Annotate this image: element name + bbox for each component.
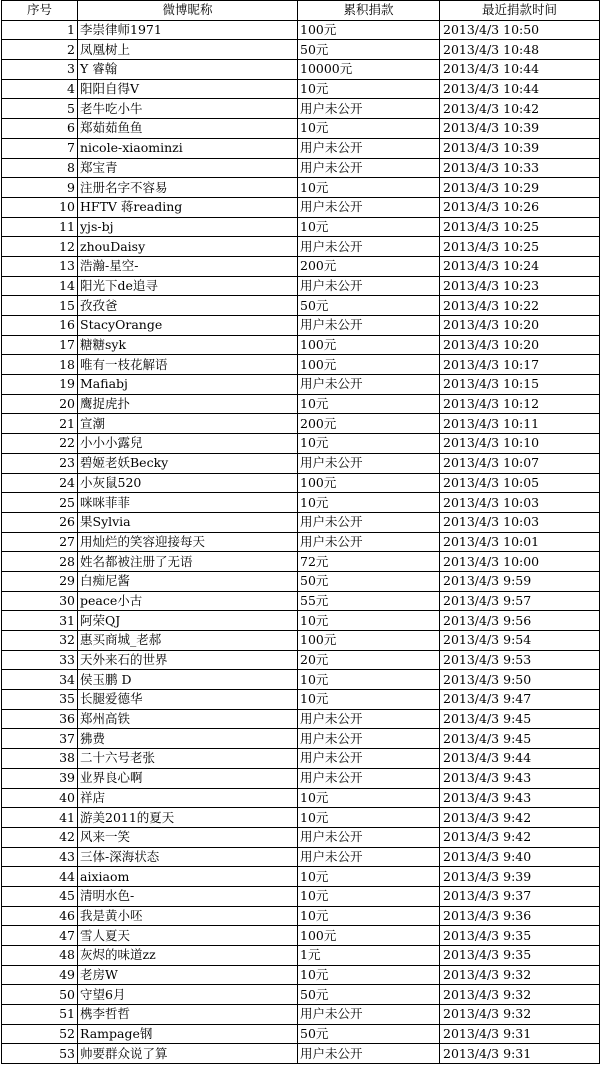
row-amount: 用户未公开 — [298, 827, 440, 847]
row-nickname: 老房W — [78, 965, 298, 985]
row-index: 49 — [2, 965, 78, 985]
row-time: 2013/4/3 10:33 — [440, 158, 600, 178]
table-row — [2, 256, 600, 276]
row-nickname: 姓名都被注册了无语 — [78, 552, 298, 572]
row-time: 2013/4/3 9:53 — [440, 650, 600, 670]
row-time: 2013/4/3 9:32 — [440, 985, 600, 1005]
row-time: 2013/4/3 9:47 — [440, 690, 600, 710]
table-row — [2, 552, 600, 572]
row-amount: 20元 — [298, 650, 440, 670]
row-amount: 用户未公开 — [298, 453, 440, 473]
table-row — [2, 296, 600, 316]
row-time: 2013/4/3 10:23 — [440, 276, 600, 296]
row-nickname: 阳光下de追寻 — [78, 276, 298, 296]
row-nickname: 二十六号老张 — [78, 749, 298, 769]
row-amount: 用户未公开 — [298, 158, 440, 178]
row-amount: 50元 — [298, 985, 440, 1005]
table-row — [2, 827, 600, 847]
row-nickname: 凤凰树上 — [78, 40, 298, 60]
table-row — [2, 335, 600, 355]
row-amount: 10元 — [298, 867, 440, 887]
table-row — [2, 847, 600, 867]
table-row — [2, 808, 600, 828]
row-amount: 50元 — [298, 40, 440, 60]
row-amount: 用户未公开 — [298, 1044, 440, 1064]
table-row — [2, 650, 600, 670]
row-nickname: 小小小露兒 — [78, 434, 298, 454]
table-row — [2, 512, 600, 532]
row-amount: 100元 — [298, 631, 440, 651]
row-amount: 100元 — [298, 335, 440, 355]
row-nickname: 用灿烂的笑容迎接每天 — [78, 532, 298, 552]
row-index: 40 — [2, 788, 78, 808]
row-time: 2013/4/3 10:07 — [440, 453, 600, 473]
row-time: 2013/4/3 10:20 — [440, 335, 600, 355]
row-index: 33 — [2, 650, 78, 670]
header-amount: 累积捐款 — [298, 1, 440, 21]
row-index: 30 — [2, 591, 78, 611]
row-nickname: 果Sylvia — [78, 512, 298, 532]
table-row — [2, 611, 600, 631]
row-time: 2013/4/3 9:45 — [440, 709, 600, 729]
row-time: 2013/4/3 10:39 — [440, 138, 600, 158]
row-nickname: 天外来石的世界 — [78, 650, 298, 670]
table-row — [2, 316, 600, 336]
table-row — [2, 434, 600, 454]
row-index: 6 — [2, 119, 78, 139]
table-row — [2, 276, 600, 296]
row-time: 2013/4/3 9:50 — [440, 670, 600, 690]
row-nickname: 灰烬的味道zz — [78, 946, 298, 966]
row-time: 2013/4/3 10:00 — [440, 552, 600, 572]
row-time: 2013/4/3 10:44 — [440, 79, 600, 99]
row-index: 9 — [2, 178, 78, 198]
row-time: 2013/4/3 10:12 — [440, 394, 600, 414]
row-amount: 10元 — [298, 493, 440, 513]
row-amount: 用户未公开 — [298, 729, 440, 749]
row-amount: 10元 — [298, 217, 440, 237]
row-time: 2013/4/3 9:39 — [440, 867, 600, 887]
row-index: 14 — [2, 276, 78, 296]
row-index: 42 — [2, 827, 78, 847]
header-index: 序号 — [2, 1, 78, 21]
row-index: 36 — [2, 709, 78, 729]
table-row — [2, 690, 600, 710]
row-amount: 用户未公开 — [298, 768, 440, 788]
row-index: 1 — [2, 20, 78, 40]
row-time: 2013/4/3 9:35 — [440, 946, 600, 966]
row-nickname: StacyOrange — [78, 316, 298, 336]
table-row — [2, 591, 600, 611]
row-amount: 200元 — [298, 414, 440, 434]
row-nickname: Rampage钢 — [78, 1024, 298, 1044]
table-row — [2, 631, 600, 651]
row-time: 2013/4/3 10:48 — [440, 40, 600, 60]
row-amount: 10元 — [298, 965, 440, 985]
table-row — [2, 571, 600, 591]
row-nickname: 守望6月 — [78, 985, 298, 1005]
row-nickname: 阳阳自得V — [78, 79, 298, 99]
donation-table — [1, 0, 600, 1064]
row-index: 38 — [2, 749, 78, 769]
row-amount: 10元 — [298, 394, 440, 414]
row-nickname: aixiaom — [78, 867, 298, 887]
row-amount: 10元 — [298, 611, 440, 631]
row-nickname: 狒费 — [78, 729, 298, 749]
row-index: 53 — [2, 1044, 78, 1064]
row-nickname: yjs-bj — [78, 217, 298, 237]
row-time: 2013/4/3 9:54 — [440, 631, 600, 651]
row-index: 48 — [2, 946, 78, 966]
row-amount: 55元 — [298, 591, 440, 611]
row-time: 2013/4/3 10:50 — [440, 20, 600, 40]
row-time: 2013/4/3 9:45 — [440, 729, 600, 749]
row-index: 12 — [2, 237, 78, 257]
row-time: 2013/4/3 9:31 — [440, 1024, 600, 1044]
row-time: 2013/4/3 9:32 — [440, 1005, 600, 1025]
table-row — [2, 946, 600, 966]
row-index: 23 — [2, 453, 78, 473]
row-amount: 用户未公开 — [298, 138, 440, 158]
row-index: 50 — [2, 985, 78, 1005]
table-row — [2, 532, 600, 552]
row-time: 2013/4/3 10:26 — [440, 197, 600, 217]
row-amount: 用户未公开 — [298, 375, 440, 395]
row-index: 13 — [2, 256, 78, 276]
row-index: 37 — [2, 729, 78, 749]
row-amount: 10元 — [298, 119, 440, 139]
table-row — [2, 453, 600, 473]
row-amount: 用户未公开 — [298, 532, 440, 552]
row-index: 32 — [2, 631, 78, 651]
table-row — [2, 985, 600, 1005]
row-nickname: 糖糖syk — [78, 335, 298, 355]
table-row — [2, 394, 600, 414]
row-nickname: 祥店 — [78, 788, 298, 808]
row-index: 34 — [2, 670, 78, 690]
row-nickname: 侯玉鹏 D — [78, 670, 298, 690]
row-index: 44 — [2, 867, 78, 887]
row-nickname: nicole-xiaominzi — [78, 138, 298, 158]
row-amount: 10元 — [298, 670, 440, 690]
row-time: 2013/4/3 10:29 — [440, 178, 600, 198]
table-row — [2, 158, 600, 178]
row-time: 2013/4/3 9:37 — [440, 886, 600, 906]
header-nickname: 微博昵称 — [78, 1, 298, 21]
row-nickname: 浩瀚-星空- — [78, 256, 298, 276]
table-row — [2, 138, 600, 158]
row-time: 2013/4/3 10:05 — [440, 473, 600, 493]
row-index: 19 — [2, 375, 78, 395]
table-row — [2, 1005, 600, 1025]
table-row — [2, 886, 600, 906]
row-amount: 用户未公开 — [298, 99, 440, 119]
row-amount: 用户未公开 — [298, 237, 440, 257]
row-nickname: 唯有一枝花解语 — [78, 355, 298, 375]
row-amount: 用户未公开 — [298, 847, 440, 867]
table-row — [2, 670, 600, 690]
row-nickname: 三体-深海状态 — [78, 847, 298, 867]
table-row — [2, 1024, 600, 1044]
row-time: 2013/4/3 10:22 — [440, 296, 600, 316]
row-index: 31 — [2, 611, 78, 631]
row-time: 2013/4/3 10:39 — [440, 119, 600, 139]
row-index: 26 — [2, 512, 78, 532]
table-row — [2, 768, 600, 788]
row-nickname: 雪人夏天 — [78, 926, 298, 946]
row-nickname: Y 睿翰 — [78, 60, 298, 80]
row-amount: 72元 — [298, 552, 440, 572]
row-index: 5 — [2, 99, 78, 119]
row-time: 2013/4/3 9:57 — [440, 591, 600, 611]
table-row — [2, 40, 600, 60]
table-row — [2, 965, 600, 985]
row-time: 2013/4/3 9:42 — [440, 827, 600, 847]
row-time: 2013/4/3 10:25 — [440, 237, 600, 257]
row-amount: 10元 — [298, 788, 440, 808]
row-time: 2013/4/3 9:59 — [440, 571, 600, 591]
row-nickname: 注册名字不容易 — [78, 178, 298, 198]
row-amount: 10元 — [298, 906, 440, 926]
row-index: 15 — [2, 296, 78, 316]
row-time: 2013/4/3 10:01 — [440, 532, 600, 552]
row-index: 25 — [2, 493, 78, 513]
row-index: 11 — [2, 217, 78, 237]
row-nickname: 帅要群众说了算 — [78, 1044, 298, 1064]
row-index: 27 — [2, 532, 78, 552]
row-index: 46 — [2, 906, 78, 926]
row-nickname: 宣潮 — [78, 414, 298, 434]
row-nickname: peace小古 — [78, 591, 298, 611]
row-time: 2013/4/3 10:11 — [440, 414, 600, 434]
row-index: 2 — [2, 40, 78, 60]
row-amount: 10000元 — [298, 60, 440, 80]
row-index: 47 — [2, 926, 78, 946]
row-index: 28 — [2, 552, 78, 572]
row-amount: 100元 — [298, 20, 440, 40]
row-index: 35 — [2, 690, 78, 710]
table-row — [2, 217, 600, 237]
row-time: 2013/4/3 10:03 — [440, 512, 600, 532]
row-time: 2013/4/3 10:44 — [440, 60, 600, 80]
row-time: 2013/4/3 9:43 — [440, 768, 600, 788]
table-row — [2, 237, 600, 257]
row-index: 51 — [2, 1005, 78, 1025]
row-index: 3 — [2, 60, 78, 80]
row-index: 24 — [2, 473, 78, 493]
row-amount: 100元 — [298, 473, 440, 493]
row-nickname: 风来一笑 — [78, 827, 298, 847]
row-index: 7 — [2, 138, 78, 158]
row-nickname: 清明水色- — [78, 886, 298, 906]
row-index: 43 — [2, 847, 78, 867]
table-row — [2, 119, 600, 139]
row-nickname: 阿荣QJ — [78, 611, 298, 631]
row-time: 2013/4/3 9:43 — [440, 788, 600, 808]
table-row — [2, 729, 600, 749]
row-index: 20 — [2, 394, 78, 414]
row-time: 2013/4/3 10:15 — [440, 375, 600, 395]
row-amount: 100元 — [298, 355, 440, 375]
row-nickname: 碧姬老妖Becky — [78, 453, 298, 473]
row-index: 22 — [2, 434, 78, 454]
row-time: 2013/4/3 9:56 — [440, 611, 600, 631]
row-nickname: 白痴尼酱 — [78, 571, 298, 591]
row-nickname: 长腿爱德华 — [78, 690, 298, 710]
row-nickname: 惠买商城_老郝 — [78, 631, 298, 651]
row-amount: 200元 — [298, 256, 440, 276]
table-body — [2, 20, 600, 1063]
row-index: 18 — [2, 355, 78, 375]
row-nickname: Mafiabj — [78, 375, 298, 395]
row-amount: 100元 — [298, 926, 440, 946]
row-amount: 10元 — [298, 434, 440, 454]
table-row — [2, 178, 600, 198]
row-nickname: 鹰捉虎扑 — [78, 394, 298, 414]
row-nickname: zhouDaisy — [78, 237, 298, 257]
row-amount: 50元 — [298, 1024, 440, 1044]
row-time: 2013/4/3 9:44 — [440, 749, 600, 769]
row-nickname: 小灰鼠520 — [78, 473, 298, 493]
row-nickname: 槜李哲哲 — [78, 1005, 298, 1025]
table-row — [2, 749, 600, 769]
table-row — [2, 375, 600, 395]
row-index: 10 — [2, 197, 78, 217]
row-index: 39 — [2, 768, 78, 788]
table-row — [2, 926, 600, 946]
row-time: 2013/4/3 9:36 — [440, 906, 600, 926]
row-time: 2013/4/3 9:32 — [440, 965, 600, 985]
row-nickname: 郑州高铁 — [78, 709, 298, 729]
table-row — [2, 867, 600, 887]
row-nickname: 我是黄小呸 — [78, 906, 298, 926]
row-index: 21 — [2, 414, 78, 434]
row-time: 2013/4/3 10:20 — [440, 316, 600, 336]
table-row — [2, 788, 600, 808]
row-nickname: 业界良心啊 — [78, 768, 298, 788]
row-amount: 用户未公开 — [298, 197, 440, 217]
row-amount: 50元 — [298, 571, 440, 591]
table-row — [2, 197, 600, 217]
row-amount: 50元 — [298, 296, 440, 316]
row-amount: 用户未公开 — [298, 709, 440, 729]
row-nickname: 老牛吃小牛 — [78, 99, 298, 119]
row-index: 16 — [2, 316, 78, 336]
row-time: 2013/4/3 10:10 — [440, 434, 600, 454]
row-amount: 用户未公开 — [298, 1005, 440, 1025]
row-index: 29 — [2, 571, 78, 591]
row-index: 4 — [2, 79, 78, 99]
table-row — [2, 1044, 600, 1064]
table-row — [2, 355, 600, 375]
row-amount: 10元 — [298, 690, 440, 710]
row-amount: 1元 — [298, 946, 440, 966]
row-amount: 用户未公开 — [298, 276, 440, 296]
row-nickname: 游美2011的夏天 — [78, 808, 298, 828]
table-row — [2, 79, 600, 99]
row-nickname: 李崇律师1971 — [78, 20, 298, 40]
row-nickname: 郑宝青 — [78, 158, 298, 178]
row-time: 2013/4/3 10:25 — [440, 217, 600, 237]
row-nickname: 咪咪菲菲 — [78, 493, 298, 513]
row-amount: 用户未公开 — [298, 749, 440, 769]
row-amount: 10元 — [298, 886, 440, 906]
row-index: 17 — [2, 335, 78, 355]
row-amount: 用户未公开 — [298, 316, 440, 336]
row-time: 2013/4/3 10:03 — [440, 493, 600, 513]
table-row — [2, 99, 600, 119]
row-index: 52 — [2, 1024, 78, 1044]
table-row — [2, 20, 600, 40]
row-time: 2013/4/3 10:17 — [440, 355, 600, 375]
table-row — [2, 473, 600, 493]
header-row — [2, 1, 600, 21]
table-row — [2, 414, 600, 434]
row-time: 2013/4/3 9:31 — [440, 1044, 600, 1064]
table-row — [2, 60, 600, 80]
row-amount: 用户未公开 — [298, 512, 440, 532]
row-index: 45 — [2, 886, 78, 906]
table-row — [2, 709, 600, 729]
row-time: 2013/4/3 9:40 — [440, 847, 600, 867]
row-index: 41 — [2, 808, 78, 828]
row-time: 2013/4/3 10:42 — [440, 99, 600, 119]
row-time: 2013/4/3 10:24 — [440, 256, 600, 276]
row-amount: 10元 — [298, 808, 440, 828]
row-nickname: 孜孜爸 — [78, 296, 298, 316]
header-time: 最近捐款时间 — [440, 1, 600, 21]
row-time: 2013/4/3 9:42 — [440, 808, 600, 828]
row-amount: 10元 — [298, 178, 440, 198]
row-index: 8 — [2, 158, 78, 178]
table-row — [2, 906, 600, 926]
table-row — [2, 493, 600, 513]
row-time: 2013/4/3 9:35 — [440, 926, 600, 946]
row-nickname: HFTV 蒋reading — [78, 197, 298, 217]
row-nickname: 郑茹茹鱼鱼 — [78, 119, 298, 139]
row-amount: 10元 — [298, 79, 440, 99]
